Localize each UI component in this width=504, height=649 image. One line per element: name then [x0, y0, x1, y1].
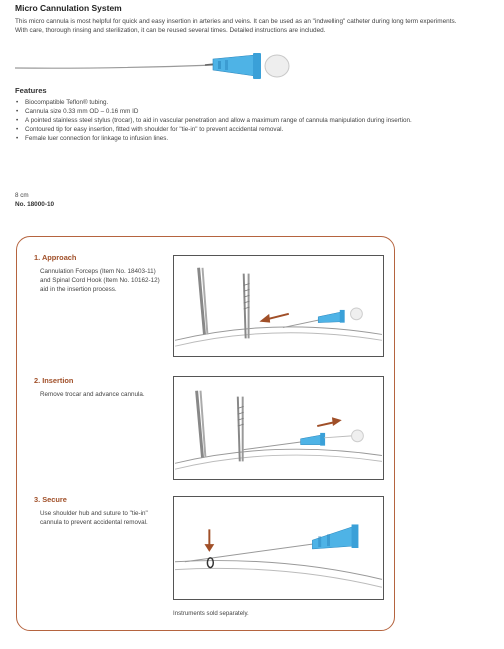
cannula-product-image — [15, 45, 305, 90]
footnote: Instruments sold separately. — [173, 610, 249, 617]
step-1-description: Cannulation Forceps (Item No. 18403-11) and Spinal Cord Hook (Item No. 10162-12) aid in the insertion process. — [40, 268, 160, 293]
intro-paragraph: This micro cannula is most helpful for quick and easy insertion in arteries and veins. It can be used as an "indwelling" catheter during long term experiments. With care, thorough rinsing and sterilization, it can be reused several times. Detailed instructions are included. — [15, 18, 457, 34]
features-list — [15, 99, 445, 144]
list-item: • Female luer connection for linkage to infusion lines. — [16, 134, 169, 142]
page-title: Micro Cannulation System — [15, 3, 122, 13]
step-1-title: 1. Approach — [34, 253, 77, 262]
list-item: • Contoured tip for easy insertion, fitted with shoulder for "tie-in" to prevent accidental removal. — [16, 125, 284, 133]
features-heading: Features — [15, 86, 47, 95]
step-3-description: Use shoulder hub and suture to "tie-in" cannula to prevent accidental removal. — [40, 510, 148, 526]
step-2-illustration — [173, 376, 384, 480]
list-item: • A pointed stainless steel stylus (trocar), to aid in vascular penetration and allow a maximum range of cannula manipulation during insertion. — [16, 116, 412, 124]
catalog-number: No. 18000-10 — [15, 201, 55, 208]
list-item: • Cannula size 0.33 mm OD – 0.16 mm ID — [16, 107, 139, 115]
step-3-title: 3. Secure — [34, 495, 67, 504]
step-3-illustration — [173, 496, 384, 600]
list-item: • Biocompatible Teflon® tubing. — [16, 99, 109, 106]
step-2-title: 2. Insertion — [34, 376, 74, 385]
product-size: 8 cm — [15, 192, 29, 199]
step-1-illustration — [173, 255, 384, 357]
step-2-description: Remove trocar and advance cannula. — [40, 391, 145, 398]
